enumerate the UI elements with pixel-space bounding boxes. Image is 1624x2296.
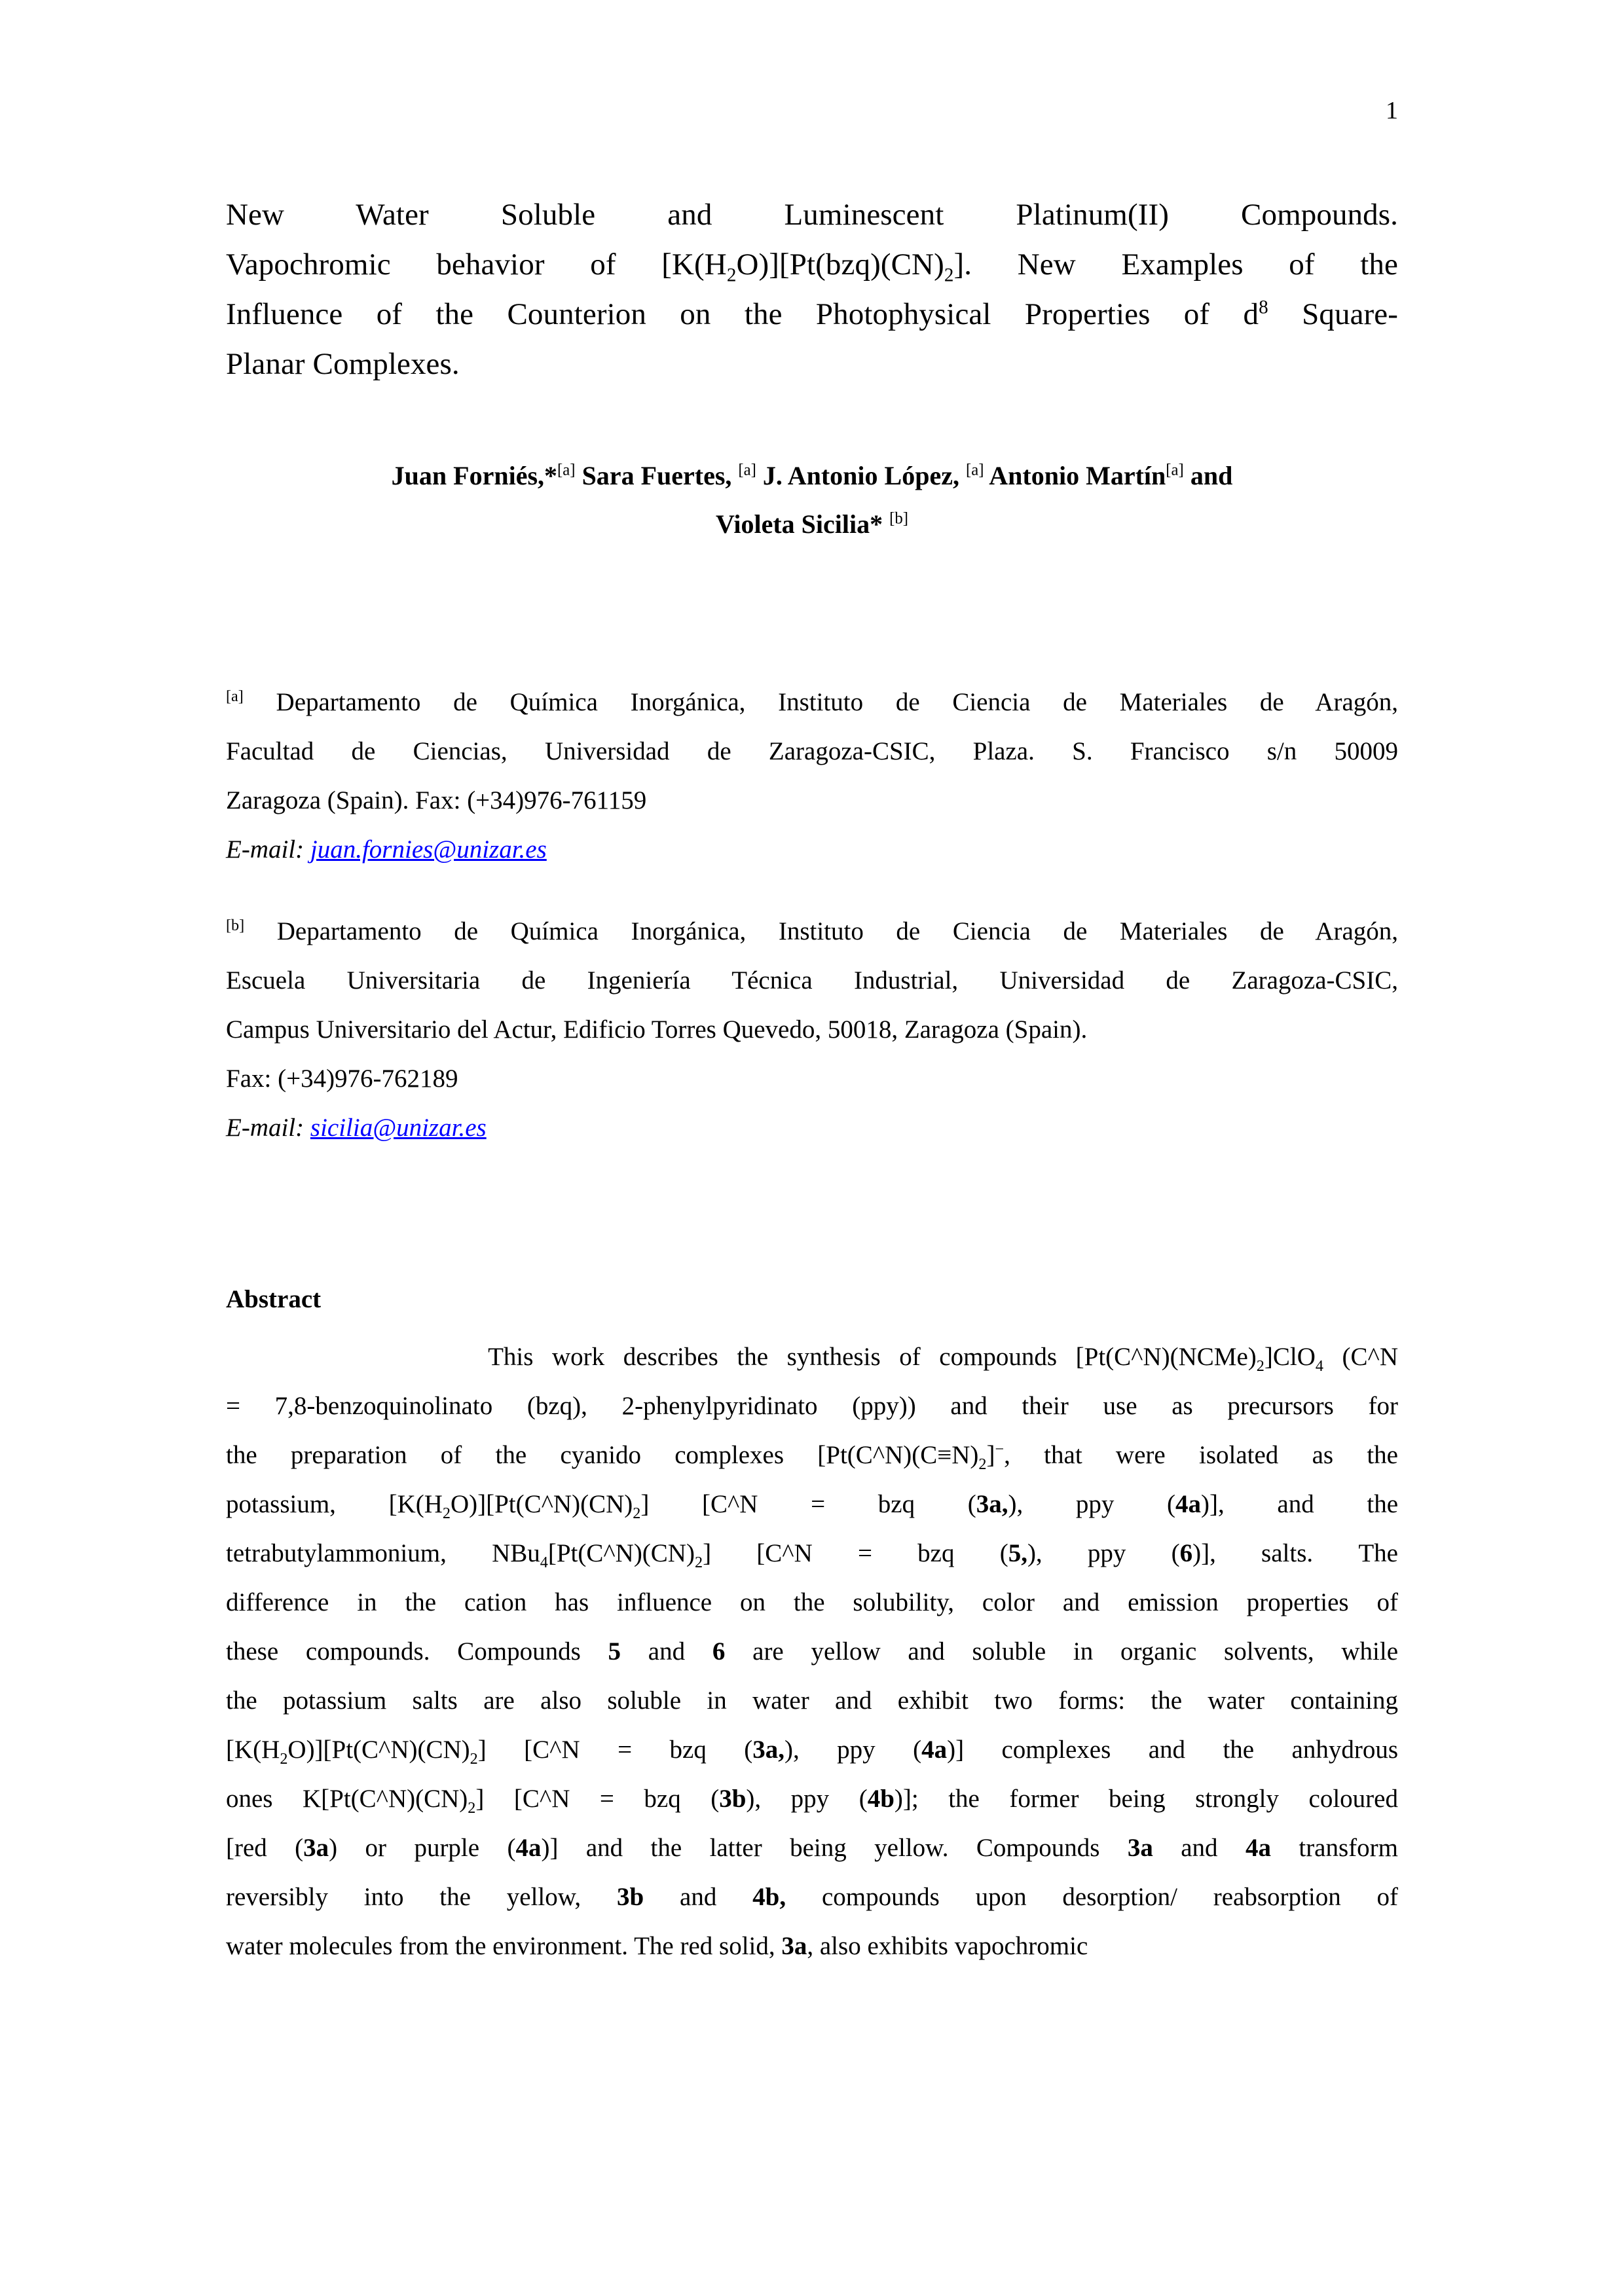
abstract-line-10: ones $K[Pt(C\^{}N)(CN)_2]$ [C^N = bzq (3b), ppy (4b)]; the former being strongly coloured <box>226 1785 1398 1817</box>
abstract-line-13: water molecules from the environment. The red solid, 3a, also exhibits vapochromic <box>226 1932 1088 1960</box>
author-affil-marker: [a] <box>738 461 756 479</box>
affiliation-b-line-1: [b] Departamento de Química Inorgánica, Instituto de Ciencia de Materiales de Aragón, <box>226 917 1398 945</box>
author-name: Juan Forniés,* <box>391 461 558 490</box>
abstract-line-3: the preparation of the cyanido complexes $[Pt(C\^{}N)(C\equiv N)_2]^-$, that were isolated as the <box>226 1440 1398 1473</box>
abstract-line-7: these compounds. Compounds 5 and 6 are yellow and soluble in organic solvents, while <box>226 1637 1399 1666</box>
author-affil-marker: [a] <box>1166 461 1184 479</box>
affiliation-marker-a: [a] <box>226 687 244 705</box>
title-line-1: New Water Soluble and Luminescent Platinum(II) Compounds. <box>226 198 1398 232</box>
abstract-line-12: reversibly into the yellow, 3b and 4b, compounds upon desorption/ reabsorption of <box>226 1883 1399 1911</box>
page-number: 1 <box>1386 97 1398 124</box>
affiliation-a-line-2: Facultad de Ciencias, Universidad de Zaragoza-CSIC, Plaza. S. Francisco s/n 50009 <box>226 737 1398 765</box>
email-link-sicilia[interactable]: sicilia@unizar.es <box>310 1114 487 1142</box>
email-label: E-mail: <box>226 1114 310 1142</box>
author-name: Antonio Martín <box>984 461 1166 490</box>
author-affil-marker: [a] <box>965 461 984 479</box>
title-line-3: Influence of the Counterion on the Photophysical Properties of $d^8$ Square- <box>226 297 1398 331</box>
email-label: E-mail: <box>226 835 310 864</box>
page-title <box>226 190 1398 389</box>
affiliation-a-email-line <box>226 825 1398 874</box>
author-affil-marker: [b] <box>889 509 909 528</box>
author-line-2 <box>226 500 1398 549</box>
title-line-2: Vapochromic behavior of $[K(H_2O)][Pt(bzq)(CN)_2]$. New Examples of the <box>226 247 1398 286</box>
email-link-fornies[interactable]: juan.fornies@unizar.es <box>310 835 547 864</box>
affiliation-b <box>226 907 1398 1152</box>
title-line-4: Planar Complexes. <box>226 347 460 381</box>
abstract-line-1: This work describes the synthesis of compounds $[Pt(C\^{}N)(NCMe)_2]ClO_4$ (C^N <box>226 1343 1398 1375</box>
author-name: Sara Fuertes, <box>575 461 739 490</box>
author-name: J. Antonio López, <box>756 461 966 490</box>
author-affil-marker: [a] <box>557 461 576 479</box>
affiliation-b-line-3: Campus Universitario del Actur, Edificio Torres Quevedo, 50018, Zaragoza (Spain). <box>226 1015 1088 1044</box>
affiliation-b-line-4: Fax: (+34)976-762189 <box>226 1065 458 1093</box>
affiliation-a-line-3: Zaragoza (Spain). Fax: (+34)976-761159 <box>226 786 647 814</box>
author-line-1 <box>226 452 1398 500</box>
affiliation-b-line-2: Escuela Universitaria de Ingeniería Técnica Industrial, Universidad de Zaragoza-CSIC, <box>226 966 1398 994</box>
abstract-line-5: tetrabutylammonium, $NBu_4[Pt(C\^{}N)(CN)_2]$ [C^N = bzq (5,), ppy (6)], salts. The <box>226 1539 1398 1571</box>
author-conjunction: and <box>1183 461 1233 490</box>
author-name: Violeta Sicilia* <box>715 509 890 539</box>
abstract-heading: Abstract <box>226 1285 322 1313</box>
affiliation-marker-b: [b] <box>226 917 245 934</box>
abstract-body <box>226 1332 1398 1971</box>
affiliation-a-line-1: [a] Departamento de Química Inorgánica, Instituto de Ciencia de Materiales de Aragón, <box>226 687 1398 716</box>
author-list <box>226 452 1398 549</box>
abstract-line-9: $[K(H_2O)][Pt(C\^{}N)(CN)_2]$ [C^N = bzq (3a,), ppy (4a)] complexes and the anhydrous <box>226 1736 1399 1768</box>
abstract-line-8: the potassium salts are also soluble in water and exhibit two forms: the water containing <box>226 1686 1398 1715</box>
affiliation-b-email-line <box>226 1103 1398 1152</box>
abstract-line-2: = 7,8-benzoquinolinato (bzq), 2-phenylpyridinato (ppy)) and their use as precursors for <box>226 1392 1398 1420</box>
affiliation-a <box>226 678 1398 874</box>
abstract-line-6: difference in the cation has influence on the solubility, color and emission properties of <box>226 1588 1398 1616</box>
abstract-line-4: potassium, $[K(H_2O)][Pt(C\^{}N)(CN)_2]$ [C^N = bzq (3a,), ppy (4a)], and the <box>226 1490 1399 1522</box>
abstract-line-11: [red (3a) or purple (4a)] and the latter being yellow. Compounds 3a and 4a transform <box>226 1834 1398 1862</box>
